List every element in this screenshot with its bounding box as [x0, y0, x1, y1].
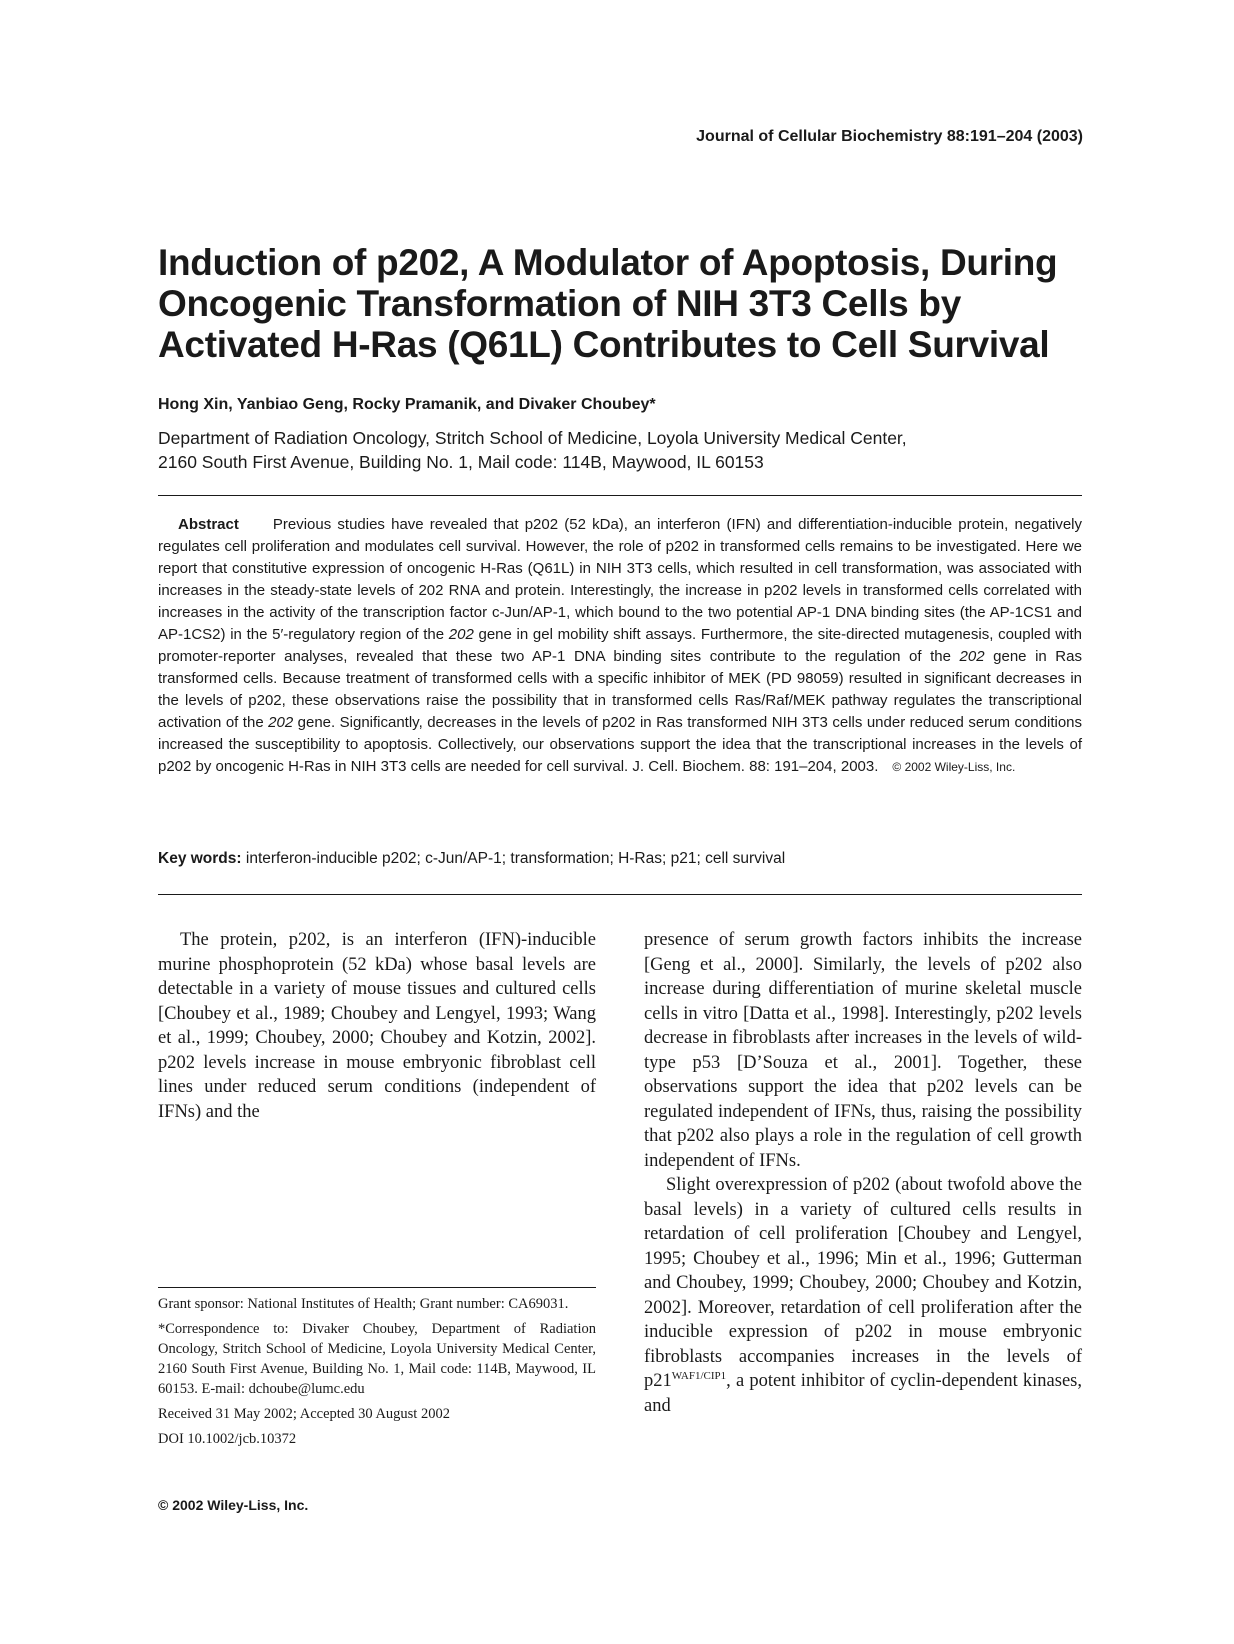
abstract-gene-2: 202 — [959, 648, 985, 665]
abstract-text-b: gene in gel mobility shift assays. Furthermore, the site-directed mutagenesis, coupled with promoter-reporter analyses, revealed that these two AP-1 DNA binding sites contribute to the regulation of the — [158, 626, 1082, 665]
title-line-3: Activated H-Ras (Q61L) Contributes to Cell Survival — [158, 324, 1050, 365]
body-paragraph: The protein, p202, is an interferon (IFN)-inducible murine phosphoprotein (52 kDa) whose basal levels are detectable in a variety of mouse tissues and cultured cells [Choubey et al., 1989; Choubey and Lengyel, 1993; Wang et al., 1999; Choubey, 2000; Choubey and Kotzin, 2002]. p202 levels increase in mouse embryonic fibroblast cell lines under reduced serum conditions (independent of IFNs) and the — [158, 930, 596, 1122]
keywords-text: interferon-inducible p202; c-Jun/AP-1; transformation; H-Ras; p21; cell survival — [245, 850, 786, 867]
body-top-rule — [158, 894, 1082, 895]
abstract-text-a: Previous studies have revealed that p202 (52 kDa), an interferon (IFN) and differentiation-inducible protein, negatively regulates cell proliferation and modulates cell survival. However, the role of p202 in transformed cells remains to be investigated. Here we report that constitutive expression of oncogenic H-Ras (Q61L) in NIH 3T3 cells, which resulted in cell transformation, was associated with increases in the steady-state levels of 202 RNA and protein. Interestingly, the increase in p202 levels in transformed cells correlated with increases in the activity of the transcription factor c-Jun/AP-1, which bound to the two potential AP-1 DNA binding sites (the AP-1CS1 and AP-1CS2) in the 5′-regulatory region of the — [158, 516, 1082, 643]
affiliation-line-2: 2160 South First Avenue, Building No. 1, Mail code: 114B, Maywood, IL 60153 — [158, 452, 764, 472]
abstract-text-d: gene. Significantly, decreases in the levels of p202 in Ras transformed NIH 3T3 cells under reduced serum conditions increased the susceptibility to apoptosis. Collectively, our observations support the idea that the transcriptional increases in the levels of p202 by oncogenic H-Ras in NIH 3T3 cells are needed for cell survival. J. Cell. Biochem. 88: 191–204, 2003. — [158, 714, 1083, 775]
body-text: Slight overexpression of p202 (about twofold above the basal levels) in a variety of cultured cells results in retardation of cell proliferation [Choubey and Lengyel, 1995; Choubey et al., 1996; Min et al., 1996; Gutterman and Choubey, 1999; Choubey, 2000; Choubey and Kotzin, 2002]. Moreover, retardation of cell proliferation after the inducible expression of p202 in mouse embryonic fibroblasts accompanies increases in the levels of p21 — [644, 1175, 1082, 1391]
footnote-correspondence: *Correspondence to: Divaker Choubey, Department of Radiation Oncology, Stritch School of Medicine, Loyola University Medical Center, 2160 South First Avenue, Building No. 1, Mail code: 114B, Maywood, IL 60153. E-mail: dchoube@lumc.edu — [158, 1321, 596, 1397]
journal-header: Journal of Cellular Biochemistry 88:191–204 (2003) — [696, 128, 1083, 145]
affiliation-line-1: Department of Radiation Oncology, Stritch School of Medicine, Loyola University Medical Center, — [158, 428, 907, 448]
body-paragraph — [644, 1173, 1082, 1418]
footnote-received: Received 31 May 2002; Accepted 30 August 2002 — [158, 1406, 450, 1422]
body-column-right — [644, 928, 1082, 1418]
abstract-text-c: gene in Ras transformed cells. Because treatment of transformed cells with a specific inhibitor of MEK (PD 98059) resulted in significant decreases in the levels of p202, these observations raise the possibility that in transformed cells Ras/Raf/MEK pathway regulates the transcriptional activation of the — [158, 648, 1082, 731]
footnote-rule — [158, 1287, 596, 1288]
footnote-doi: DOI 10.1002/jcb.10372 — [158, 1431, 297, 1447]
body-column-left — [158, 928, 596, 1124]
title-line-1: Induction of p202, A Modulator of Apoptosis, During — [158, 242, 1058, 283]
body-text: , a potent inhibitor of cyclin-dependent kinases, and — [644, 1371, 1082, 1416]
footnotes — [158, 1294, 596, 1454]
author-list: Hong Xin, Yanbiao Geng, Rocky Pramanik, and Divaker Choubey* — [158, 396, 656, 413]
title-line-2: Oncogenic Transformation of NIH 3T3 Cells by — [158, 283, 962, 324]
footnote-copyright: © 2002 Wiley-Liss, Inc. — [158, 1497, 309, 1513]
abstract-gene-3: 202 — [268, 714, 294, 731]
abstract-top-rule — [158, 495, 1082, 496]
abstract-gene-1: 202 — [448, 626, 474, 643]
keywords — [158, 850, 785, 868]
abstract-copyright: © 2002 Wiley-Liss, Inc. — [892, 760, 1016, 774]
affiliation — [158, 426, 907, 474]
keywords-label: Key words: — [158, 850, 242, 867]
abstract — [158, 514, 1082, 778]
superscript: WAF1/CIP1 — [671, 1369, 727, 1382]
article-title — [158, 242, 1088, 365]
footnote-grant: Grant sponsor: National Institutes of Health; Grant number: CA69031. — [158, 1296, 569, 1312]
abstract-label: Abstract — [178, 516, 239, 533]
body-paragraph: presence of serum growth factors inhibits the increase [Geng et al., 2000]. Similarly, the levels of p202 also increase during differentiation of murine skeletal muscle cells in vitro [Datta et al., 1998]. Interestingly, p202 levels decrease in fibroblasts after increases in the levels of wild-type p53 [D’Souza et al., 2001]. Together, these observations support the idea that p202 levels can be regulated independent of IFNs, thus, raising the possibility that p202 also plays a role in the regulation of cell growth independent of IFNs. — [644, 930, 1082, 1171]
